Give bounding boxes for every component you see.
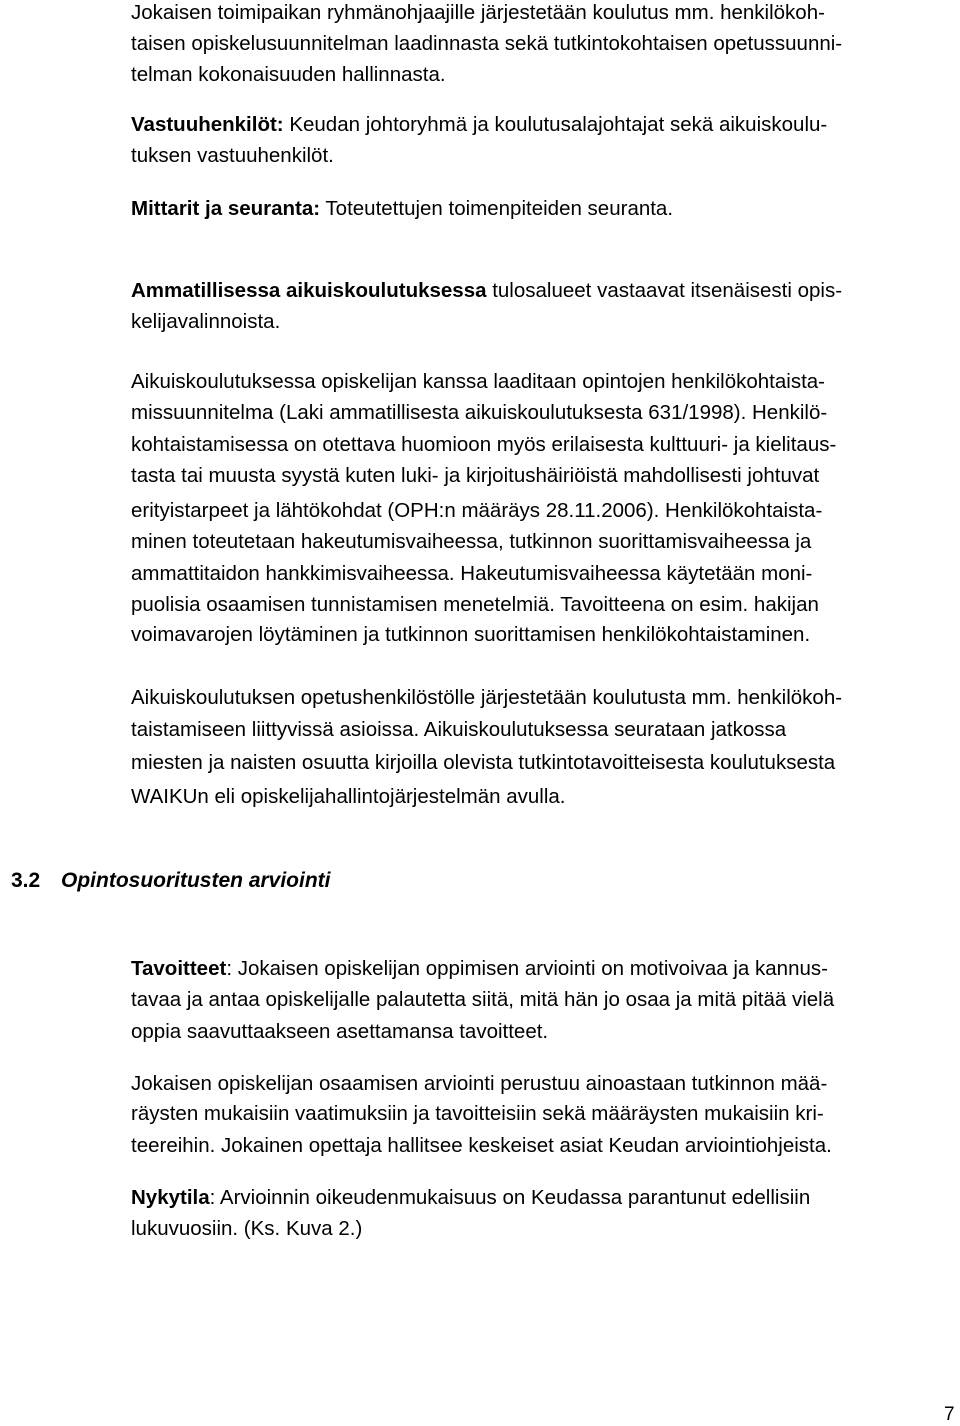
current-state-label: Nykytila: [131, 1186, 210, 1209]
paragraph-line: minen toteutetaan hakeutumisvaiheessa, tutkinnon suorittamisvaiheessa ja: [131, 530, 812, 553]
paragraph-line: voimavarojen löytäminen ja tutkinnon suorittamisen henkilökohtaistaminen.: [131, 623, 811, 646]
paragraph-line: tavaa ja antaa opiskelijalle palautetta siitä, mitä hän jo osaa ja mitä pitää vielä: [131, 988, 835, 1011]
section-title: Opintosuoritusten arviointi: [61, 869, 331, 892]
paragraph-line: Aikuiskoulutuksessa opiskelijan kanssa laaditaan opintojen henkilökohtaista-: [131, 370, 826, 393]
paragraph-line: tasta tai muusta syystä kuten luki- ja kirjoitushäiriöistä mahdollisesti johtuvat: [131, 464, 820, 487]
paragraph-line: Vastuuhenkilöt: Keudan johtoryhmä ja koulutusalajohtajat sekä aikuiskoulu-: [131, 113, 828, 136]
paragraph-line: WAIKUn eli opiskelijahallintojärjestelmän avulla.: [131, 785, 566, 808]
adult-education-label: Ammatillisessa aikuiskoulutuksessa: [131, 279, 487, 302]
goals-label: Tavoitteet: [131, 957, 227, 980]
paragraph-line: kohtaistamisessa on otettava huomioon myös erilaisesta kulttuuri- ja kielitaus-: [131, 433, 837, 456]
paragraph-line: puolisia osaamisen tunnistamisen menetelmiä. Tavoitteena on esim. hakijan: [131, 593, 819, 616]
paragraph-line: Jokaisen toimipaikan ryhmänohjaajille järjestetään koulutus mm. henkilökoh-: [131, 1, 825, 24]
responsible-persons-label: Vastuuhenkilöt:: [131, 113, 284, 136]
section-heading-row: [11, 868, 331, 894]
page-number: 7: [944, 1404, 955, 1425]
paragraph-line: kelijavalinnoista.: [131, 310, 281, 333]
paragraph-line: oppia saavuttaakseen asettamansa tavoitteet.: [131, 1020, 549, 1043]
paragraph-line: tuksen vastuuhenkilöt.: [131, 144, 334, 167]
paragraph-line: Nykytila: Arvioinnin oikeudenmukaisuus on Keudassa parantunut edellisiin: [131, 1186, 811, 1209]
paragraph-line: Aikuiskoulutuksen opetushenkilöstölle järjestetään koulutusta mm. henkilökoh-: [131, 686, 843, 709]
section-number-label: 3.2: [11, 869, 41, 892]
paragraph-line: Jokaisen opiskelijan osaamisen arviointi perustuu ainoastaan tutkinnon mää-: [131, 1072, 828, 1095]
paragraph-line: Ammatillisessa aikuiskoulutuksessa tulosalueet vastaavat itsenäisesti opis-: [131, 279, 843, 302]
paragraph-line: taisen opiskelusuunnitelman laadinnasta sekä tutkintokohtaisen opetussuunni-: [131, 32, 843, 55]
paragraph-line: miesten ja naisten osuutta kirjoilla olevista tutkintotavoitteisesta koulutuksesta: [131, 751, 836, 774]
paragraph-line: Tavoitteet: Jokaisen opiskelijan oppimisen arviointi on motivoivaa ja kannus-: [131, 957, 828, 980]
paragraph-line: ammattitaidon hankkimisvaiheessa. Hakeutumisvaiheessa käytetään moni-: [131, 562, 813, 585]
paragraph-line: lukuvuosiin. (Ks. Kuva 2.): [131, 1217, 363, 1240]
paragraph-line: Mittarit ja seuranta: Toteutettujen toimenpiteiden seuranta.: [131, 197, 674, 220]
metrics-label: Mittarit ja seuranta:: [131, 197, 321, 220]
paragraph-line: telman kokonaisuuden hallinnasta.: [131, 63, 446, 86]
paragraph-line: teereihin. Jokainen opettaja hallitsee keskeiset asiat Keudan arviointiohjeista.: [131, 1134, 832, 1157]
paragraph-line: räysten mukaisiin vaatimuksiin ja tavoitteisiin sekä määräysten mukaisiin kri-: [131, 1102, 824, 1125]
paragraph-line: erityistarpeet ja lähtökohdat (OPH:n määräys 28.11.2006). Henkilökohtaista-: [131, 499, 823, 522]
paragraph-line: missuunnitelma (Laki ammatillisesta aikuiskoulutuksesta 631/1998). Henkilö-: [131, 401, 828, 424]
paragraph-line: taistamiseen liittyvissä asioissa. Aikuiskoulutuksessa seurataan jatkossa: [131, 718, 787, 741]
